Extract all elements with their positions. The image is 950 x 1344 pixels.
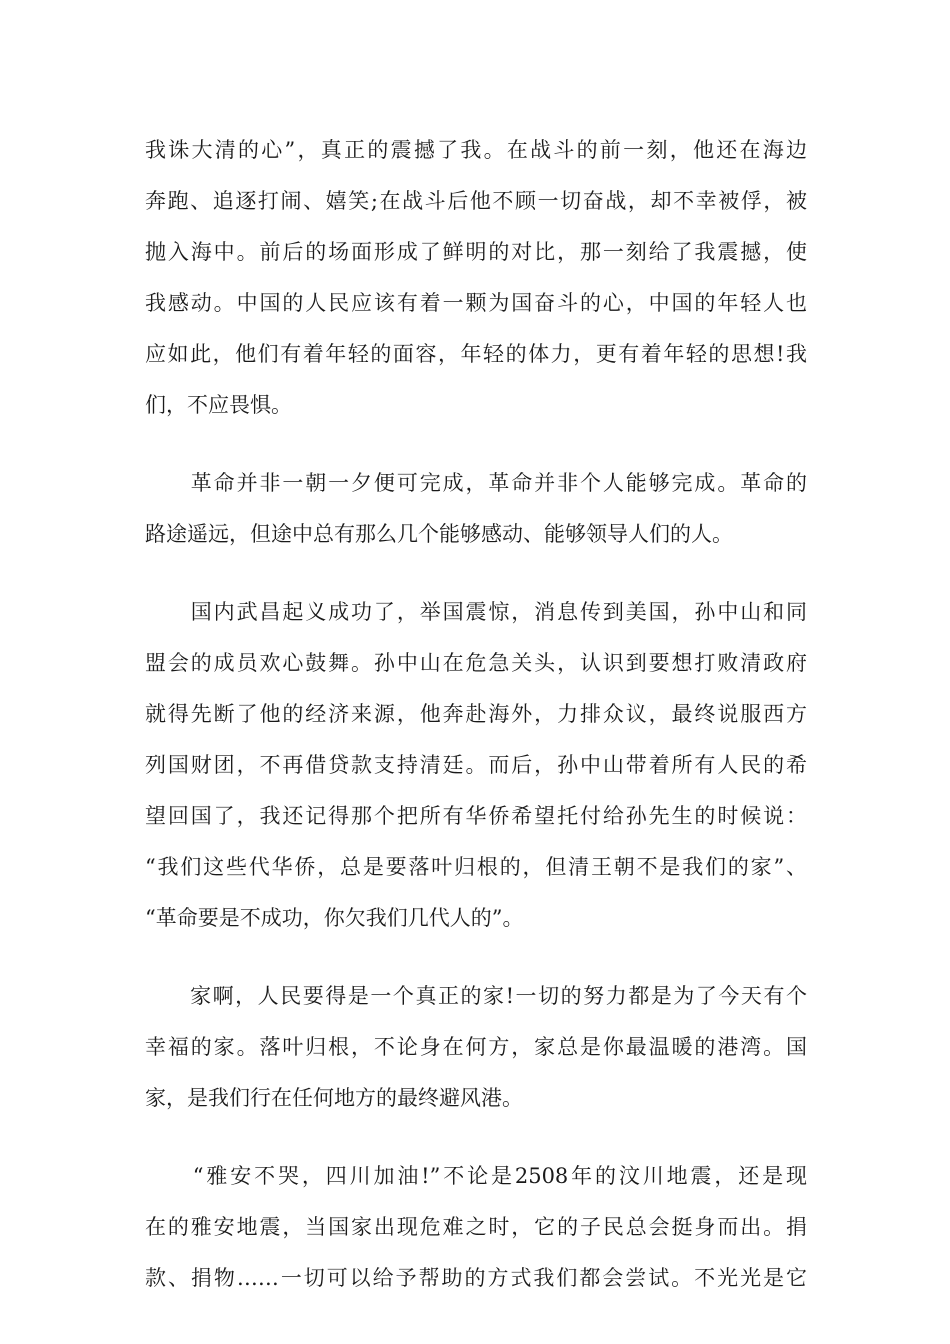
paragraph-4	[145, 971, 807, 1124]
paragraph-line: 国内武昌起义成功了，举国震惊，消息传到美国，孙中山和同	[145, 600, 807, 624]
paragraph-line: 奔跑、追逐打闹、嬉笑;在战斗后他不顾一切奋战，却不幸被俘，被	[145, 189, 807, 213]
document-body	[145, 125, 807, 1304]
paragraph-line: 盟会的成员欢心鼓舞。孙中山在危急关头，认识到要想打败清政府	[145, 651, 807, 675]
paragraph-line: 应如此，他们有着年轻的面容，年轻的体力，更有着年轻的思想!我	[145, 342, 807, 366]
paragraph-line: 望回国了，我还记得那个把所有华侨希望托付给孙先生的时候说：	[145, 804, 807, 828]
paragraph-line: 款、捐物……一切可以给予帮助的方式我们都会尝试。不光光是它	[145, 1266, 807, 1290]
paragraph-line: 我诛大清的心”，真正的震撼了我。在战斗的前一刻，他还在海边	[145, 138, 807, 162]
paragraph-line: 在的雅安地震，当国家出现危难之时，它的子民总会挺身而出。捐	[145, 1215, 807, 1239]
paragraph-line: 幸福的家。落叶归根，不论身在何方，家总是你最温暖的港湾。国	[145, 1035, 807, 1059]
paragraph-line: “雅安不哭，四川加油!”不论是2508年的汶川地震，还是现	[145, 1164, 807, 1188]
paragraph-5	[145, 1151, 807, 1304]
paragraph-line: 我感动。中国的人民应该有着一颗为国奋斗的心，中国的年轻人也	[145, 291, 807, 315]
paragraph-line: 家，是我们行在任何地方的最终避风港。	[145, 1086, 523, 1110]
paragraph-line: 革命并非一朝一夕便可完成，革命并非个人能够完成。革命的	[145, 471, 807, 495]
paragraph-line: 们，不应畏惧。	[145, 393, 292, 417]
paragraph-line: 路途遥远，但途中总有那么几个能够感动、能够领导人们的人。	[145, 522, 733, 546]
paragraph-line: 抛入海中。前后的场面形成了鲜明的对比，那一刻给了我震撼，使	[145, 240, 807, 264]
paragraph-line: 就得先断了他的经济来源，他奔赴海外，力排众议，最终说服西方	[145, 702, 807, 726]
paragraph-line: 列国财团，不再借贷款支持清廷。而后，孙中山带着所有人民的希	[145, 753, 807, 777]
paragraph-line: 家啊，人民要得是一个真正的家!一切的努力都是为了今天有个	[145, 984, 807, 1008]
paragraph-1	[145, 125, 807, 431]
paragraph-line: “革命要是不成功，你欠我们几代人的”。	[145, 906, 524, 930]
paragraph-2	[145, 458, 807, 560]
paragraph-3	[145, 587, 807, 944]
paragraph-line: “我们这些代华侨，总是要落叶归根的，但清王朝不是我们的家”、	[145, 855, 807, 879]
